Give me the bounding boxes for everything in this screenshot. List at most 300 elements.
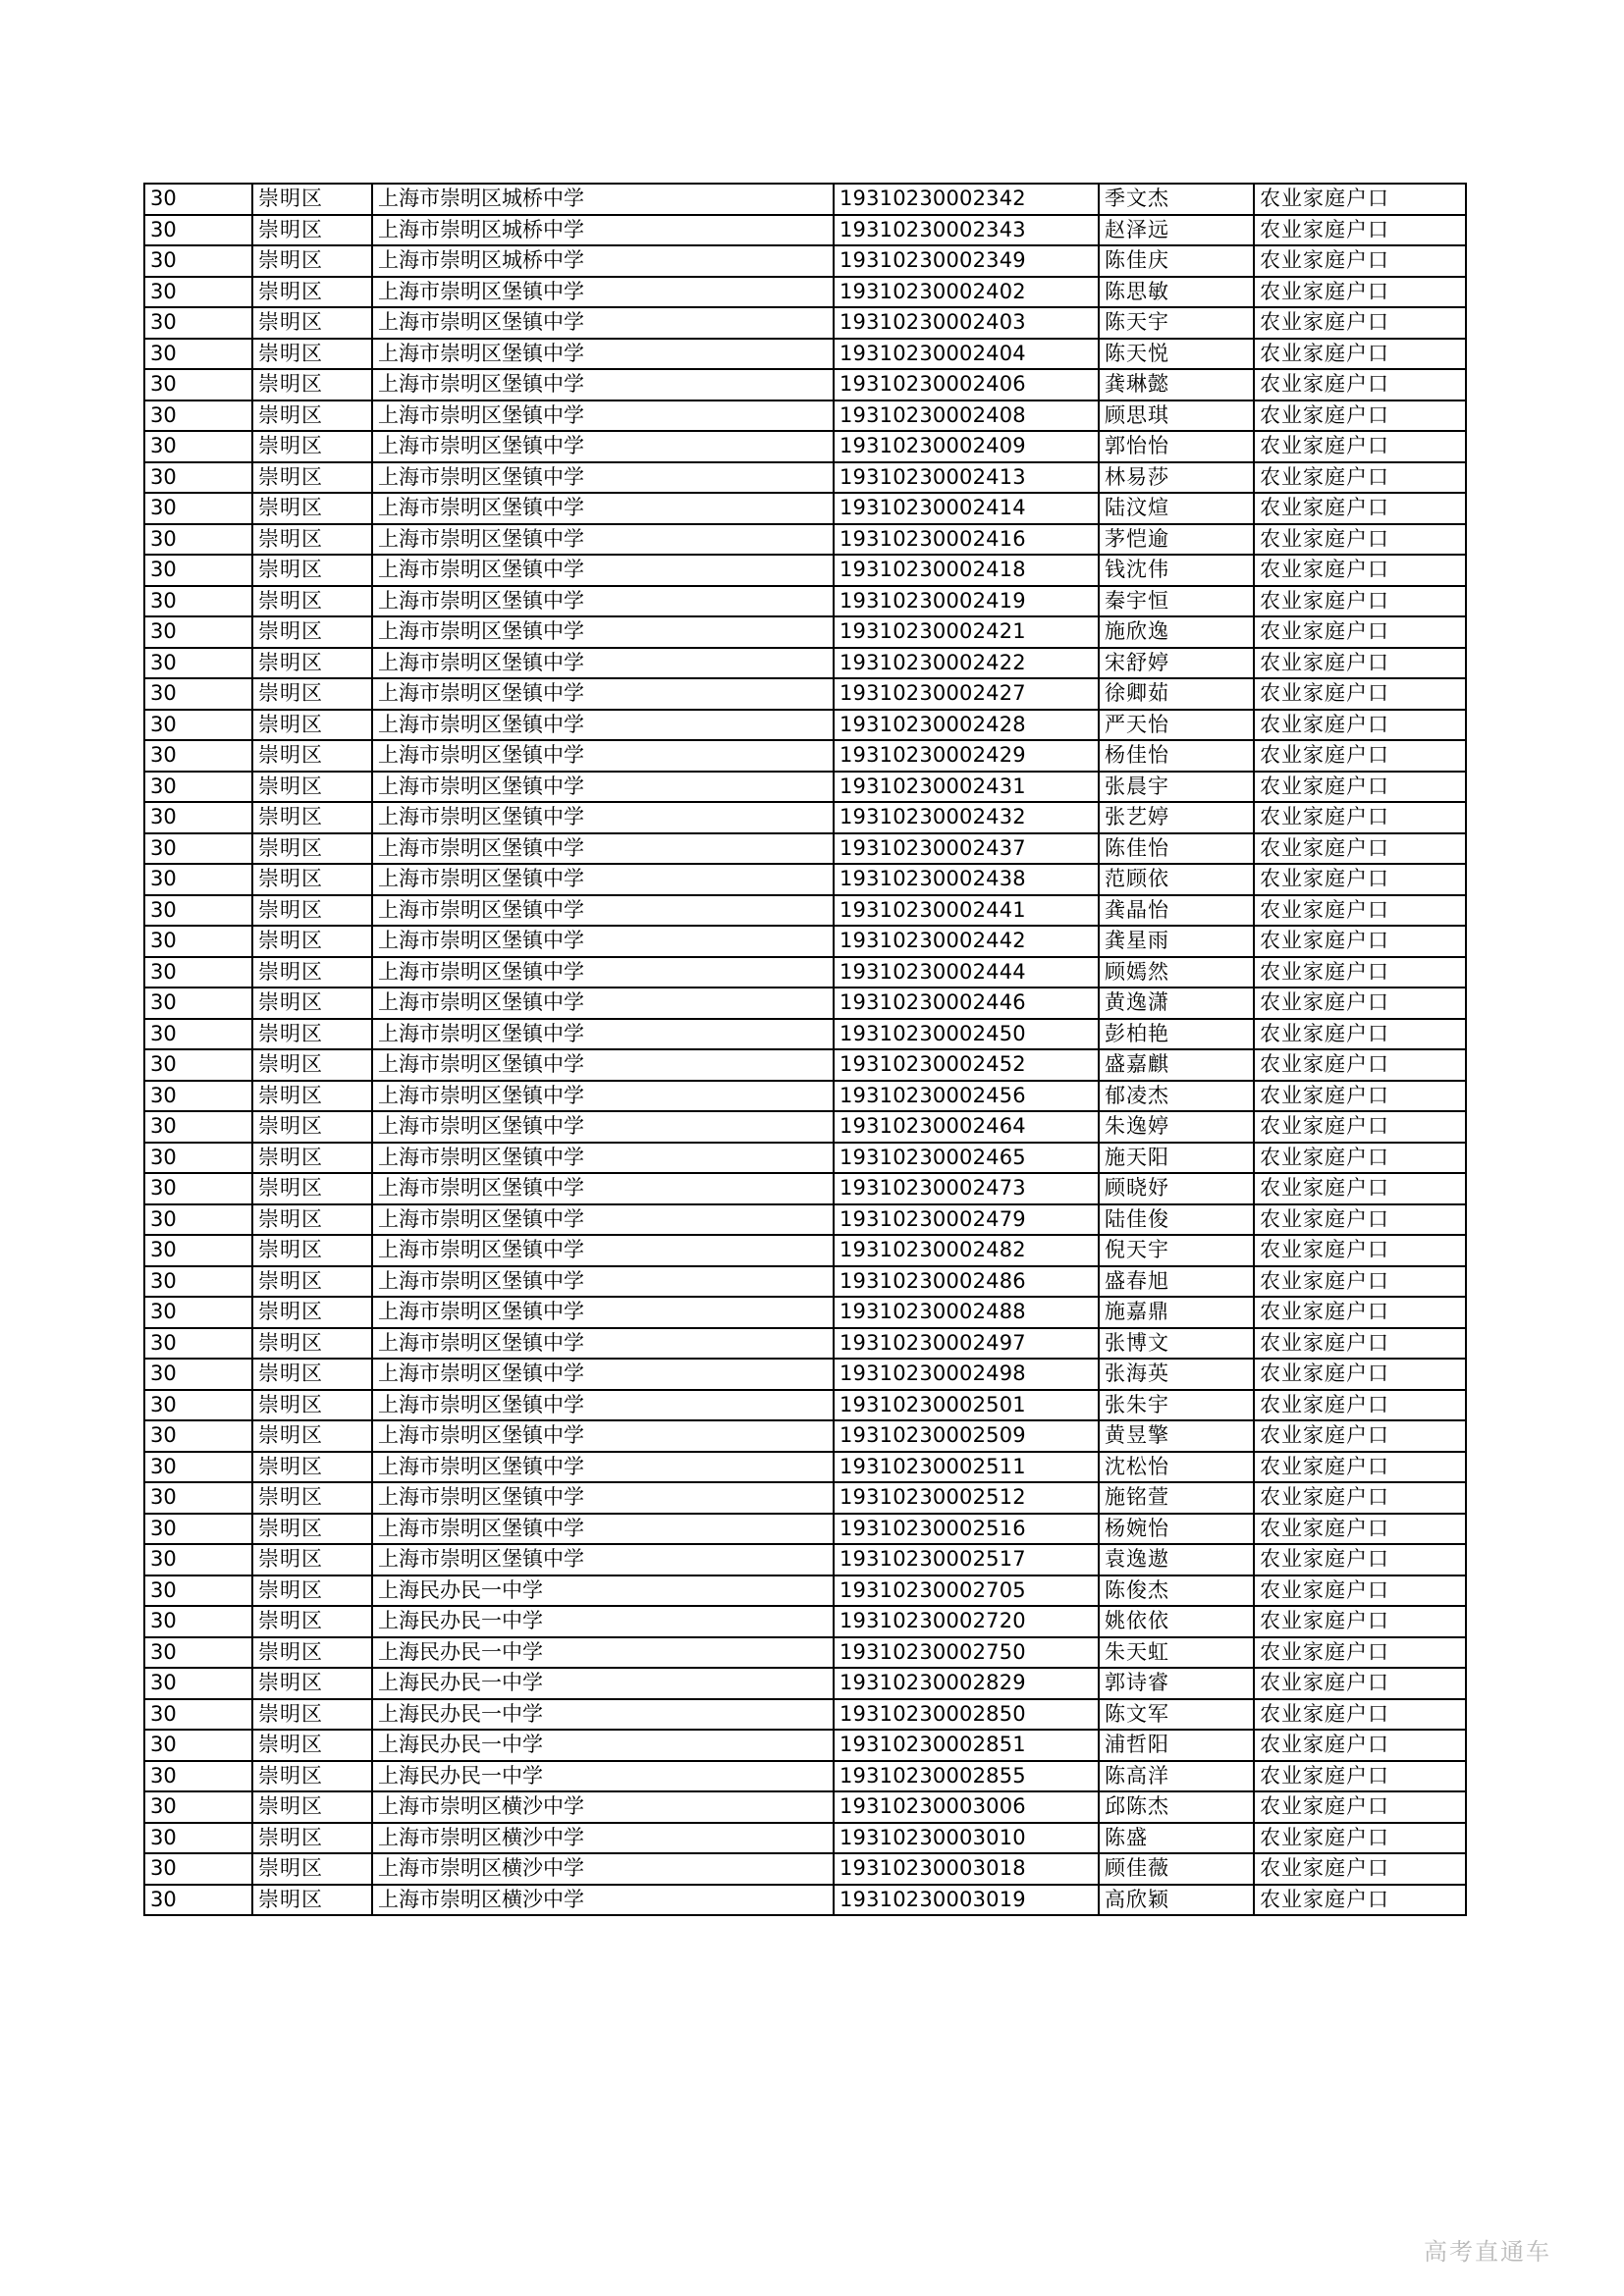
cell-exam-id: 19310230002349 [834, 245, 1099, 277]
cell-household-type: 农业家庭户口 [1254, 1761, 1466, 1792]
cell-sequence: 30 [144, 1482, 252, 1514]
cell-district: 崇明区 [252, 1111, 372, 1143]
cell-district: 崇明区 [252, 555, 372, 586]
cell-student-name: 陆佳俊 [1099, 1204, 1254, 1236]
table-row [144, 1791, 1466, 1823]
cell-sequence: 30 [144, 1853, 252, 1885]
cell-district: 崇明区 [252, 1049, 372, 1081]
cell-sequence: 30 [144, 1173, 252, 1204]
cell-student-name: 朱天虹 [1099, 1637, 1254, 1669]
table-row [144, 1730, 1466, 1761]
cell-student-name: 郁凌杰 [1099, 1081, 1254, 1112]
table-row [144, 431, 1466, 462]
table-row [144, 369, 1466, 400]
cell-sequence: 30 [144, 1575, 252, 1607]
cell-student-name: 季文杰 [1099, 184, 1254, 215]
cell-school: 上海市崇明区堡镇中学 [372, 864, 834, 895]
cell-sequence: 30 [144, 184, 252, 215]
cell-school: 上海市崇明区堡镇中学 [372, 524, 834, 556]
cell-exam-id: 19310230002422 [834, 648, 1099, 679]
table-row [144, 1823, 1466, 1854]
table-row [144, 307, 1466, 339]
cell-district: 崇明区 [252, 1853, 372, 1885]
cell-student-name: 龚琳懿 [1099, 369, 1254, 400]
cell-household-type: 农业家庭户口 [1254, 462, 1466, 494]
table-row [144, 245, 1466, 277]
cell-student-name: 陈高洋 [1099, 1761, 1254, 1792]
table-row [144, 1606, 1466, 1637]
cell-exam-id: 19310230002851 [834, 1730, 1099, 1761]
cell-exam-id: 19310230002516 [834, 1514, 1099, 1545]
table-row [144, 833, 1466, 865]
cell-sequence: 30 [144, 1204, 252, 1236]
cell-household-type: 农业家庭户口 [1254, 307, 1466, 339]
cell-sequence: 30 [144, 772, 252, 803]
cell-district: 崇明区 [252, 1575, 372, 1607]
table-row [144, 772, 1466, 803]
cell-student-name: 张艺婷 [1099, 802, 1254, 833]
cell-district: 崇明区 [252, 1143, 372, 1174]
cell-household-type: 农业家庭户口 [1254, 1668, 1466, 1699]
cell-district: 崇明区 [252, 864, 372, 895]
cell-sequence: 30 [144, 1823, 252, 1854]
table-row [144, 1297, 1466, 1328]
cell-sequence: 30 [144, 1266, 252, 1298]
cell-exam-id: 19310230002428 [834, 710, 1099, 741]
table-row [144, 1482, 1466, 1514]
cell-school: 上海市崇明区堡镇中学 [372, 988, 834, 1019]
cell-sequence: 30 [144, 1452, 252, 1483]
cell-sequence: 30 [144, 710, 252, 741]
cell-student-name: 朱逸婷 [1099, 1111, 1254, 1143]
cell-district: 崇明区 [252, 1390, 372, 1421]
cell-exam-id: 19310230002486 [834, 1266, 1099, 1298]
table-row [144, 1328, 1466, 1360]
cell-exam-id: 19310230002750 [834, 1637, 1099, 1669]
cell-student-name: 施欣逸 [1099, 616, 1254, 648]
cell-student-name: 龚晶怡 [1099, 895, 1254, 927]
cell-household-type: 农业家庭户口 [1254, 802, 1466, 833]
cell-student-name: 顾思琪 [1099, 400, 1254, 432]
cell-household-type: 农业家庭户口 [1254, 1266, 1466, 1298]
cell-district: 崇明区 [252, 1420, 372, 1452]
cell-district: 崇明区 [252, 1637, 372, 1669]
cell-sequence: 30 [144, 1885, 252, 1916]
table-row [144, 1420, 1466, 1452]
cell-sequence: 30 [144, 1544, 252, 1575]
cell-sequence: 30 [144, 1081, 252, 1112]
cell-student-name: 黄昱擎 [1099, 1420, 1254, 1452]
cell-school: 上海市崇明区堡镇中学 [372, 400, 834, 432]
cell-sequence: 30 [144, 400, 252, 432]
cell-sequence: 30 [144, 1791, 252, 1823]
cell-household-type: 农业家庭户口 [1254, 648, 1466, 679]
cell-exam-id: 19310230002465 [834, 1143, 1099, 1174]
cell-exam-id: 19310230002482 [834, 1235, 1099, 1266]
cell-district: 崇明区 [252, 740, 372, 772]
cell-sequence: 30 [144, 277, 252, 308]
cell-student-name: 陈文军 [1099, 1699, 1254, 1731]
cell-exam-id: 19310230002343 [834, 215, 1099, 246]
cell-student-name: 姚依依 [1099, 1606, 1254, 1637]
table-row [144, 555, 1466, 586]
cell-household-type: 农业家庭户口 [1254, 1019, 1466, 1050]
cell-exam-id: 19310230002432 [834, 802, 1099, 833]
cell-school: 上海市崇明区堡镇中学 [372, 926, 834, 957]
table-row [144, 462, 1466, 494]
cell-school: 上海市崇明区堡镇中学 [372, 1204, 834, 1236]
cell-student-name: 赵泽远 [1099, 215, 1254, 246]
roster-table-body [144, 184, 1466, 1915]
cell-student-name: 盛春旭 [1099, 1266, 1254, 1298]
cell-district: 崇明区 [252, 616, 372, 648]
cell-household-type: 农业家庭户口 [1254, 1885, 1466, 1916]
cell-student-name: 龚星雨 [1099, 926, 1254, 957]
cell-sequence: 30 [144, 833, 252, 865]
cell-sequence: 30 [144, 926, 252, 957]
cell-exam-id: 19310230002429 [834, 740, 1099, 772]
cell-exam-id: 19310230002511 [834, 1452, 1099, 1483]
cell-school: 上海市崇明区堡镇中学 [372, 1514, 834, 1545]
cell-household-type: 农业家庭户口 [1254, 1049, 1466, 1081]
cell-household-type: 农业家庭户口 [1254, 184, 1466, 215]
cell-district: 崇明区 [252, 339, 372, 370]
cell-school: 上海民办民一中学 [372, 1637, 834, 1669]
cell-district: 崇明区 [252, 1482, 372, 1514]
cell-district: 崇明区 [252, 215, 372, 246]
cell-student-name: 杨佳怡 [1099, 740, 1254, 772]
table-row [144, 616, 1466, 648]
cell-student-name: 陈佳庆 [1099, 245, 1254, 277]
cell-school: 上海市崇明区堡镇中学 [372, 555, 834, 586]
cell-district: 崇明区 [252, 1173, 372, 1204]
cell-sequence: 30 [144, 493, 252, 524]
cell-exam-id: 19310230002406 [834, 369, 1099, 400]
cell-sequence: 30 [144, 895, 252, 927]
cell-sequence: 30 [144, 1514, 252, 1545]
cell-district: 崇明区 [252, 1544, 372, 1575]
cell-exam-id: 19310230002441 [834, 895, 1099, 927]
cell-exam-id: 19310230002517 [834, 1544, 1099, 1575]
cell-student-name: 杨婉怡 [1099, 1514, 1254, 1545]
cell-exam-id: 19310230003006 [834, 1791, 1099, 1823]
cell-district: 崇明区 [252, 1081, 372, 1112]
cell-school: 上海市崇明区横沙中学 [372, 1823, 834, 1854]
cell-exam-id: 19310230002498 [834, 1359, 1099, 1390]
cell-district: 崇明区 [252, 369, 372, 400]
cell-sequence: 30 [144, 1730, 252, 1761]
watermark-label: 高考直通车 [1424, 2238, 1551, 2266]
cell-household-type: 农业家庭户口 [1254, 1420, 1466, 1452]
cell-exam-id: 19310230002404 [834, 339, 1099, 370]
cell-exam-id: 19310230002464 [834, 1111, 1099, 1143]
cell-school: 上海市崇明区堡镇中学 [372, 710, 834, 741]
cell-district: 崇明区 [252, 710, 372, 741]
cell-household-type: 农业家庭户口 [1254, 957, 1466, 988]
cell-district: 崇明区 [252, 1204, 372, 1236]
cell-sequence: 30 [144, 802, 252, 833]
cell-student-name: 陈俊杰 [1099, 1575, 1254, 1607]
cell-school: 上海市崇明区堡镇中学 [372, 957, 834, 988]
cell-student-name: 顾嫣然 [1099, 957, 1254, 988]
cell-exam-id: 19310230002342 [834, 184, 1099, 215]
cell-school: 上海市崇明区堡镇中学 [372, 1266, 834, 1298]
cell-school: 上海民办民一中学 [372, 1699, 834, 1731]
cell-exam-id: 19310230002444 [834, 957, 1099, 988]
cell-district: 崇明区 [252, 586, 372, 617]
cell-exam-id: 19310230002418 [834, 555, 1099, 586]
cell-district: 崇明区 [252, 1235, 372, 1266]
cell-school: 上海民办民一中学 [372, 1575, 834, 1607]
cell-district: 崇明区 [252, 957, 372, 988]
cell-sequence: 30 [144, 1390, 252, 1421]
cell-district: 崇明区 [252, 1668, 372, 1699]
cell-household-type: 农业家庭户口 [1254, 1514, 1466, 1545]
cell-district: 崇明区 [252, 1699, 372, 1731]
cell-household-type: 农业家庭户口 [1254, 1173, 1466, 1204]
cell-exam-id: 19310230002408 [834, 400, 1099, 432]
cell-household-type: 农业家庭户口 [1254, 772, 1466, 803]
table-row [144, 648, 1466, 679]
cell-exam-id: 19310230002501 [834, 1390, 1099, 1421]
table-row [144, 1853, 1466, 1885]
cell-school: 上海市崇明区堡镇中学 [372, 1482, 834, 1514]
cell-district: 崇明区 [252, 926, 372, 957]
cell-district: 崇明区 [252, 277, 372, 308]
table-row [144, 1204, 1466, 1236]
cell-school: 上海市崇明区堡镇中学 [372, 1173, 834, 1204]
cell-district: 崇明区 [252, 802, 372, 833]
table-row [144, 1885, 1466, 1916]
cell-district: 崇明区 [252, 833, 372, 865]
cell-exam-id: 19310230002442 [834, 926, 1099, 957]
cell-household-type: 农业家庭户口 [1254, 1452, 1466, 1483]
cell-student-name: 盛嘉麒 [1099, 1049, 1254, 1081]
table-row [144, 1111, 1466, 1143]
cell-exam-id: 19310230002855 [834, 1761, 1099, 1792]
cell-exam-id: 19310230002414 [834, 493, 1099, 524]
cell-district: 崇明区 [252, 1359, 372, 1390]
cell-school: 上海市崇明区堡镇中学 [372, 307, 834, 339]
cell-student-name: 陈盛 [1099, 1823, 1254, 1854]
cell-district: 崇明区 [252, 245, 372, 277]
cell-student-name: 张海英 [1099, 1359, 1254, 1390]
cell-exam-id: 19310230002402 [834, 277, 1099, 308]
cell-student-name: 林易莎 [1099, 462, 1254, 494]
cell-household-type: 农业家庭户口 [1254, 1637, 1466, 1669]
cell-student-name: 张博文 [1099, 1328, 1254, 1360]
cell-district: 崇明区 [252, 1328, 372, 1360]
cell-exam-id: 19310230002403 [834, 307, 1099, 339]
cell-school: 上海市崇明区堡镇中学 [372, 1420, 834, 1452]
table-row [144, 957, 1466, 988]
cell-household-type: 农业家庭户口 [1254, 1143, 1466, 1174]
cell-sequence: 30 [144, 740, 252, 772]
cell-district: 崇明区 [252, 184, 372, 215]
cell-sequence: 30 [144, 1420, 252, 1452]
cell-exam-id: 19310230002438 [834, 864, 1099, 895]
cell-sequence: 30 [144, 1359, 252, 1390]
table-row [144, 1544, 1466, 1575]
cell-household-type: 农业家庭户口 [1254, 1853, 1466, 1885]
cell-school: 上海市崇明区堡镇中学 [372, 616, 834, 648]
cell-household-type: 农业家庭户口 [1254, 1823, 1466, 1854]
cell-household-type: 农业家庭户口 [1254, 339, 1466, 370]
cell-school: 上海市崇明区堡镇中学 [372, 740, 834, 772]
cell-sequence: 30 [144, 339, 252, 370]
cell-student-name: 陆汶煊 [1099, 493, 1254, 524]
cell-school: 上海市崇明区堡镇中学 [372, 772, 834, 803]
cell-household-type: 农业家庭户口 [1254, 710, 1466, 741]
cell-student-name: 黄逸潇 [1099, 988, 1254, 1019]
cell-district: 崇明区 [252, 1266, 372, 1298]
cell-school: 上海市崇明区堡镇中学 [372, 895, 834, 927]
cell-district: 崇明区 [252, 895, 372, 927]
cell-sequence: 30 [144, 1019, 252, 1050]
cell-household-type: 农业家庭户口 [1254, 616, 1466, 648]
table-row [144, 400, 1466, 432]
cell-sequence: 30 [144, 245, 252, 277]
cell-household-type: 农业家庭户口 [1254, 833, 1466, 865]
cell-exam-id: 19310230002512 [834, 1482, 1099, 1514]
cell-school: 上海市崇明区堡镇中学 [372, 1235, 834, 1266]
cell-district: 崇明区 [252, 648, 372, 679]
cell-school: 上海市崇明区堡镇中学 [372, 493, 834, 524]
table-row [144, 1575, 1466, 1607]
cell-household-type: 农业家庭户口 [1254, 1575, 1466, 1607]
table-row [144, 1761, 1466, 1792]
cell-household-type: 农业家庭户口 [1254, 1235, 1466, 1266]
table-row [144, 1173, 1466, 1204]
cell-household-type: 农业家庭户口 [1254, 1359, 1466, 1390]
cell-student-name: 陈佳怡 [1099, 833, 1254, 865]
cell-exam-id: 19310230002427 [834, 678, 1099, 710]
cell-exam-id: 19310230002720 [834, 1606, 1099, 1637]
cell-exam-id: 19310230002456 [834, 1081, 1099, 1112]
cell-household-type: 农业家庭户口 [1254, 1606, 1466, 1637]
cell-student-name: 严天怡 [1099, 710, 1254, 741]
cell-school: 上海民办民一中学 [372, 1606, 834, 1637]
table-row [144, 1668, 1466, 1699]
table-row [144, 1143, 1466, 1174]
cell-school: 上海民办民一中学 [372, 1668, 834, 1699]
cell-school: 上海民办民一中学 [372, 1761, 834, 1792]
cell-student-name: 顾佳薇 [1099, 1853, 1254, 1885]
cell-student-name: 张朱宇 [1099, 1390, 1254, 1421]
cell-exam-id: 19310230002413 [834, 462, 1099, 494]
roster-table [143, 183, 1467, 1916]
cell-exam-id: 19310230002431 [834, 772, 1099, 803]
cell-exam-id: 19310230002473 [834, 1173, 1099, 1204]
cell-student-name: 范顾依 [1099, 864, 1254, 895]
cell-sequence: 30 [144, 616, 252, 648]
cell-exam-id: 19310230002850 [834, 1699, 1099, 1731]
table-row [144, 802, 1466, 833]
cell-household-type: 农业家庭户口 [1254, 215, 1466, 246]
table-row [144, 1699, 1466, 1731]
cell-household-type: 农业家庭户口 [1254, 586, 1466, 617]
cell-household-type: 农业家庭户口 [1254, 245, 1466, 277]
cell-household-type: 农业家庭户口 [1254, 524, 1466, 556]
cell-student-name: 陈天宇 [1099, 307, 1254, 339]
cell-sequence: 30 [144, 215, 252, 246]
cell-sequence: 30 [144, 1606, 252, 1637]
cell-household-type: 农业家庭户口 [1254, 400, 1466, 432]
cell-exam-id: 19310230003019 [834, 1885, 1099, 1916]
cell-student-name: 邱陈杰 [1099, 1791, 1254, 1823]
cell-student-name: 高欣颖 [1099, 1885, 1254, 1916]
cell-sequence: 30 [144, 555, 252, 586]
cell-school: 上海市崇明区堡镇中学 [372, 1544, 834, 1575]
cell-student-name: 施天阳 [1099, 1143, 1254, 1174]
cell-exam-id: 19310230002488 [834, 1297, 1099, 1328]
cell-school: 上海市崇明区堡镇中学 [372, 339, 834, 370]
cell-student-name: 钱沈伟 [1099, 555, 1254, 586]
cell-student-name: 张晨宇 [1099, 772, 1254, 803]
cell-school: 上海市崇明区堡镇中学 [372, 1390, 834, 1421]
cell-district: 崇明区 [252, 462, 372, 494]
cell-household-type: 农业家庭户口 [1254, 678, 1466, 710]
cell-school: 上海市崇明区堡镇中学 [372, 1019, 834, 1050]
cell-school: 上海市崇明区堡镇中学 [372, 431, 834, 462]
cell-student-name: 施嘉鼎 [1099, 1297, 1254, 1328]
cell-sequence: 30 [144, 988, 252, 1019]
cell-school: 上海民办民一中学 [372, 1730, 834, 1761]
cell-sequence: 30 [144, 1297, 252, 1328]
cell-household-type: 农业家庭户口 [1254, 1791, 1466, 1823]
table-row [144, 1514, 1466, 1545]
cell-student-name: 宋舒婷 [1099, 648, 1254, 679]
cell-sequence: 30 [144, 431, 252, 462]
cell-district: 崇明区 [252, 772, 372, 803]
cell-exam-id: 19310230002416 [834, 524, 1099, 556]
table-row [144, 277, 1466, 308]
cell-district: 崇明区 [252, 1730, 372, 1761]
cell-sequence: 30 [144, 864, 252, 895]
roster-table-container [143, 183, 1465, 1916]
cell-student-name: 陈天悦 [1099, 339, 1254, 370]
table-row [144, 895, 1466, 927]
cell-school: 上海市崇明区城桥中学 [372, 215, 834, 246]
table-row [144, 215, 1466, 246]
cell-household-type: 农业家庭户口 [1254, 1699, 1466, 1731]
cell-district: 崇明区 [252, 493, 372, 524]
cell-household-type: 农业家庭户口 [1254, 864, 1466, 895]
cell-district: 崇明区 [252, 678, 372, 710]
cell-household-type: 农业家庭户口 [1254, 431, 1466, 462]
cell-sequence: 30 [144, 957, 252, 988]
cell-student-name: 顾晓妤 [1099, 1173, 1254, 1204]
cell-district: 崇明区 [252, 1019, 372, 1050]
cell-household-type: 农业家庭户口 [1254, 369, 1466, 400]
cell-household-type: 农业家庭户口 [1254, 1730, 1466, 1761]
cell-district: 崇明区 [252, 1885, 372, 1916]
cell-student-name: 沈松怡 [1099, 1452, 1254, 1483]
cell-student-name: 倪天宇 [1099, 1235, 1254, 1266]
cell-sequence: 30 [144, 1328, 252, 1360]
cell-sequence: 30 [144, 1637, 252, 1669]
cell-district: 崇明区 [252, 1452, 372, 1483]
cell-sequence: 30 [144, 678, 252, 710]
cell-school: 上海市崇明区横沙中学 [372, 1885, 834, 1916]
cell-exam-id: 19310230002829 [834, 1668, 1099, 1699]
cell-household-type: 农业家庭户口 [1254, 740, 1466, 772]
cell-household-type: 农业家庭户口 [1254, 1081, 1466, 1112]
cell-school: 上海市崇明区堡镇中学 [372, 802, 834, 833]
cell-exam-id: 19310230003018 [834, 1853, 1099, 1885]
cell-school: 上海市崇明区横沙中学 [372, 1791, 834, 1823]
cell-school: 上海市崇明区堡镇中学 [372, 1297, 834, 1328]
